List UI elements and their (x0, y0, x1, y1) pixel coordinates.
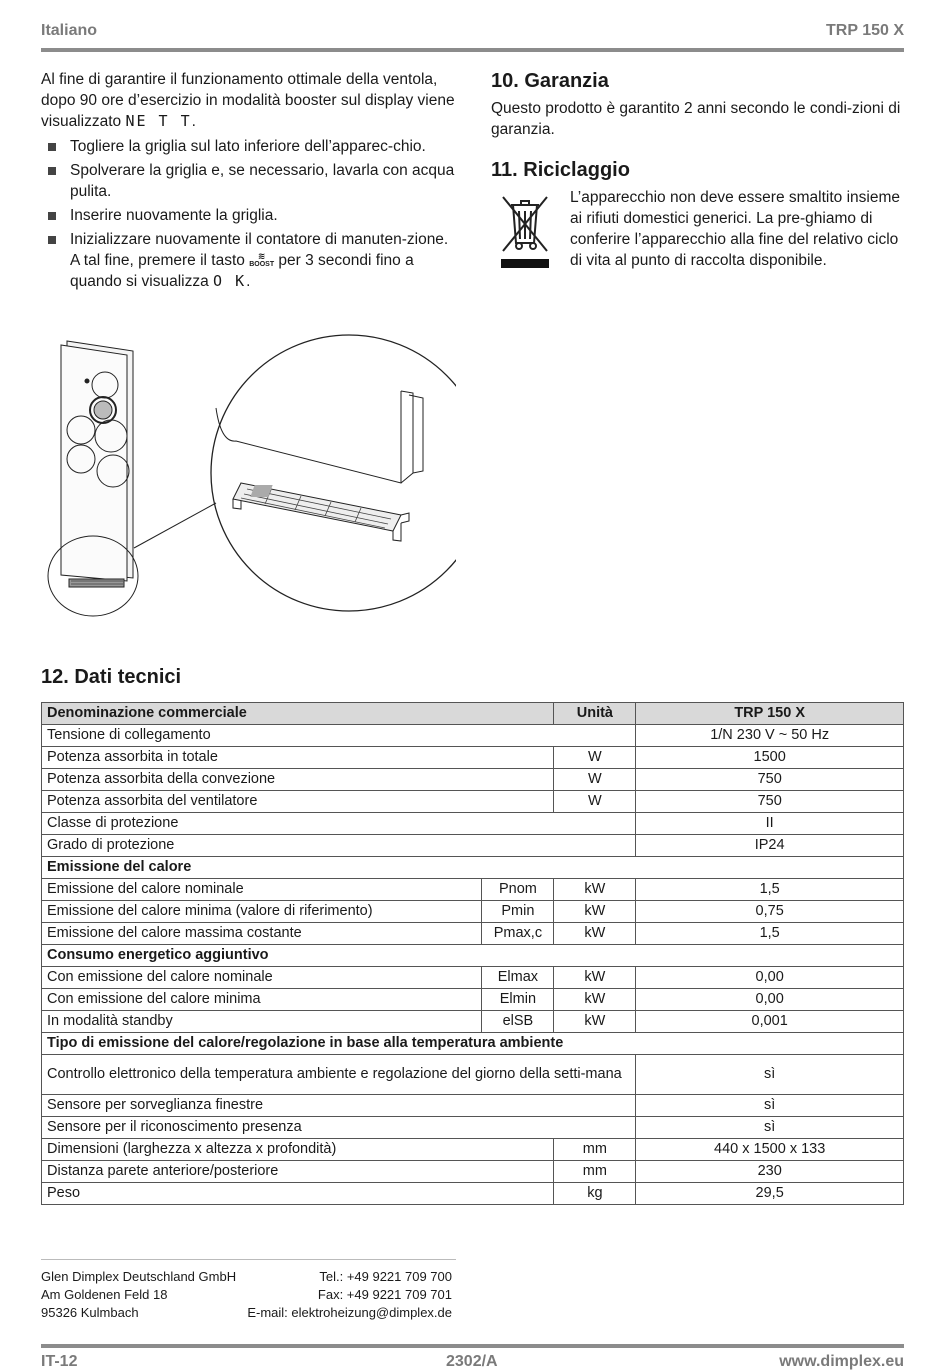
row-value: II (636, 813, 904, 835)
list-item: Togliere la griglia sul lato inferiore dell’apparec-chio. (41, 136, 456, 157)
recycling-block (491, 187, 904, 271)
row-label: Sensore per il riconoscimento presenza (42, 1117, 636, 1139)
table-group-row (42, 1033, 904, 1055)
row-value: 0,00 (636, 989, 904, 1011)
row-value: 0,001 (636, 1011, 904, 1033)
table-row (42, 923, 904, 945)
table-row (42, 1161, 904, 1183)
header-language: Italiano (41, 22, 98, 39)
row-label: Sensore per sorveglianza finestre (42, 1095, 636, 1117)
table-row (42, 747, 904, 769)
footer-contact: Tel.: +49 9221 709 700 Fax: +49 9221 709 701 E-mail: elektroheizung@dimplex.de (247, 1269, 452, 1320)
right-column (491, 68, 904, 271)
tech-data-table (41, 702, 904, 1205)
boost-button-icon: ≋ BOOST (249, 251, 275, 269)
row-value: 440 x 1500 x 133 (636, 1139, 904, 1161)
row-label: Controllo elettronico della temperatura ambiente e regolazione del giorno della setti-mana (42, 1055, 636, 1095)
table-row (42, 1139, 904, 1161)
page-footer (41, 1344, 904, 1372)
row-label: Emissione del calore massima costante (42, 923, 482, 945)
table-row (42, 813, 904, 835)
row-label: Potenza assorbita del ventilatore (42, 791, 554, 813)
row-unit: kW (554, 901, 636, 923)
row-value: 29,5 (636, 1183, 904, 1205)
table-row (42, 989, 904, 1011)
header-model: TRP 150 X (826, 22, 904, 39)
group-label: Consumo energetico aggiuntivo (42, 945, 904, 967)
website-link[interactable]: www.dimplex.eu (779, 1353, 904, 1370)
row-value: sì (636, 1055, 904, 1095)
row-label: Potenza assorbita in totale (42, 747, 554, 769)
row-value: IP24 (636, 835, 904, 857)
row-unit: kW (554, 989, 636, 1011)
table-header-row (42, 703, 904, 725)
row-symbol: Pmin (482, 901, 554, 923)
maintenance-steps (41, 136, 456, 292)
table-row (42, 791, 904, 813)
table-row (42, 1117, 904, 1139)
row-symbol: elSB (482, 1011, 554, 1033)
display-code-ok: O K (213, 272, 247, 290)
tech-data-heading: 12. Dati tecnici (41, 666, 182, 688)
maintenance-intro: Al fine di garantire il funzionamento ottimale della ventola, dopo 90 ore d’esercizio in modalità booster sul display viene visualizzato NE T T. (41, 71, 455, 130)
row-unit: kW (554, 1011, 636, 1033)
warranty-heading: 10. Garanzia (491, 70, 609, 92)
table-row (42, 879, 904, 901)
header-model: TRP 150 X (636, 703, 904, 725)
row-value: 1/N 230 V ~ 50 Hz (636, 725, 904, 747)
row-unit: kW (554, 923, 636, 945)
table-row (42, 901, 904, 923)
maintenance-section (41, 69, 456, 295)
table-group-row (42, 945, 904, 967)
display-code-nett: NE T T (125, 112, 192, 130)
page-number: IT-12 (41, 1353, 78, 1370)
row-value: 0,00 (636, 967, 904, 989)
weee-crossed-bin-icon (497, 191, 553, 269)
row-label: Grado di protezione (42, 835, 636, 857)
table-row (42, 835, 904, 857)
row-label: Peso (42, 1183, 554, 1205)
row-value: 1,5 (636, 879, 904, 901)
row-label: Dimensioni (larghezza x altezza x profondità) (42, 1139, 554, 1161)
warranty-text: Questo prodotto è garantito 2 anni secondo le condi-zioni di garanzia. (491, 100, 901, 138)
row-label: Classe di protezione (42, 813, 636, 835)
footer-address: Glen Dimplex Deutschland GmbH Am Goldenen Feld 18 95326 Kulmbach (41, 1269, 237, 1320)
page-header (41, 20, 904, 52)
table-row (42, 1095, 904, 1117)
row-unit: kg (554, 1183, 636, 1205)
group-label: Tipo di emissione del calore/regolazione in base alla temperatura ambiente (42, 1033, 904, 1055)
row-value: sì (636, 1117, 904, 1139)
table-row (42, 1011, 904, 1033)
row-symbol: Elmin (482, 989, 554, 1011)
row-value: 1,5 (636, 923, 904, 945)
row-unit: mm (554, 1139, 636, 1161)
row-unit: kW (554, 967, 636, 989)
row-value: 0,75 (636, 901, 904, 923)
recycling-text: L’apparecchio non deve essere smaltito insieme ai rifiuti domestici generici. La pre-ghiamo di conferire l’apparecchio alla fine del relativo ciclo di vita al punto di raccolta disponibile. (570, 189, 900, 269)
row-symbol: Elmax (482, 967, 554, 989)
row-label: Emissione del calore nominale (42, 879, 482, 901)
row-label: Potenza assorbita della convezione (42, 769, 554, 791)
row-label: Con emissione del calore minima (42, 989, 482, 1011)
group-label: Emissione del calore (42, 857, 904, 879)
row-symbol: Pmax,c (482, 923, 554, 945)
table-row (42, 769, 904, 791)
row-symbol: Pnom (482, 879, 554, 901)
row-unit: kW (554, 879, 636, 901)
row-value: 1500 (636, 747, 904, 769)
row-value: 750 (636, 769, 904, 791)
list-item: Spolverare la griglia e, se necessario, lavarla con acqua pulita. (41, 160, 456, 202)
header-name: Denominazione commerciale (42, 703, 554, 725)
table-group-row (42, 857, 904, 879)
row-unit: mm (554, 1161, 636, 1183)
list-item: Inserire nuovamente la griglia. (41, 205, 456, 226)
row-unit: W (554, 791, 636, 813)
row-label: Distanza parete anteriore/posteriore (42, 1161, 554, 1183)
row-label: Tensione di collegamento (42, 725, 636, 747)
list-item: Inizializzare nuovamente il contatore di manuten-zione. A tal fine, premere il tasto ≋ BOOST per 3 secondi fino a quando si visualizza O K. (41, 229, 456, 292)
table-row (42, 1183, 904, 1205)
doc-version: 2302/A (446, 1353, 498, 1370)
row-label: In modalità standby (42, 1011, 482, 1033)
row-unit: W (554, 769, 636, 791)
row-label: Con emissione del calore nominale (42, 967, 482, 989)
footer-divider (41, 1259, 456, 1260)
table-row (42, 967, 904, 989)
grille-removal-illustration (41, 333, 456, 623)
header-unit: Unità (554, 703, 636, 725)
table-row (42, 725, 904, 747)
table-row (42, 1055, 904, 1095)
recycling-heading: 11. Riciclaggio (491, 159, 630, 181)
row-unit: W (554, 747, 636, 769)
row-value: sì (636, 1095, 904, 1117)
row-label: Emissione del calore minima (valore di riferimento) (42, 901, 482, 923)
row-value: 230 (636, 1161, 904, 1183)
row-value: 750 (636, 791, 904, 813)
